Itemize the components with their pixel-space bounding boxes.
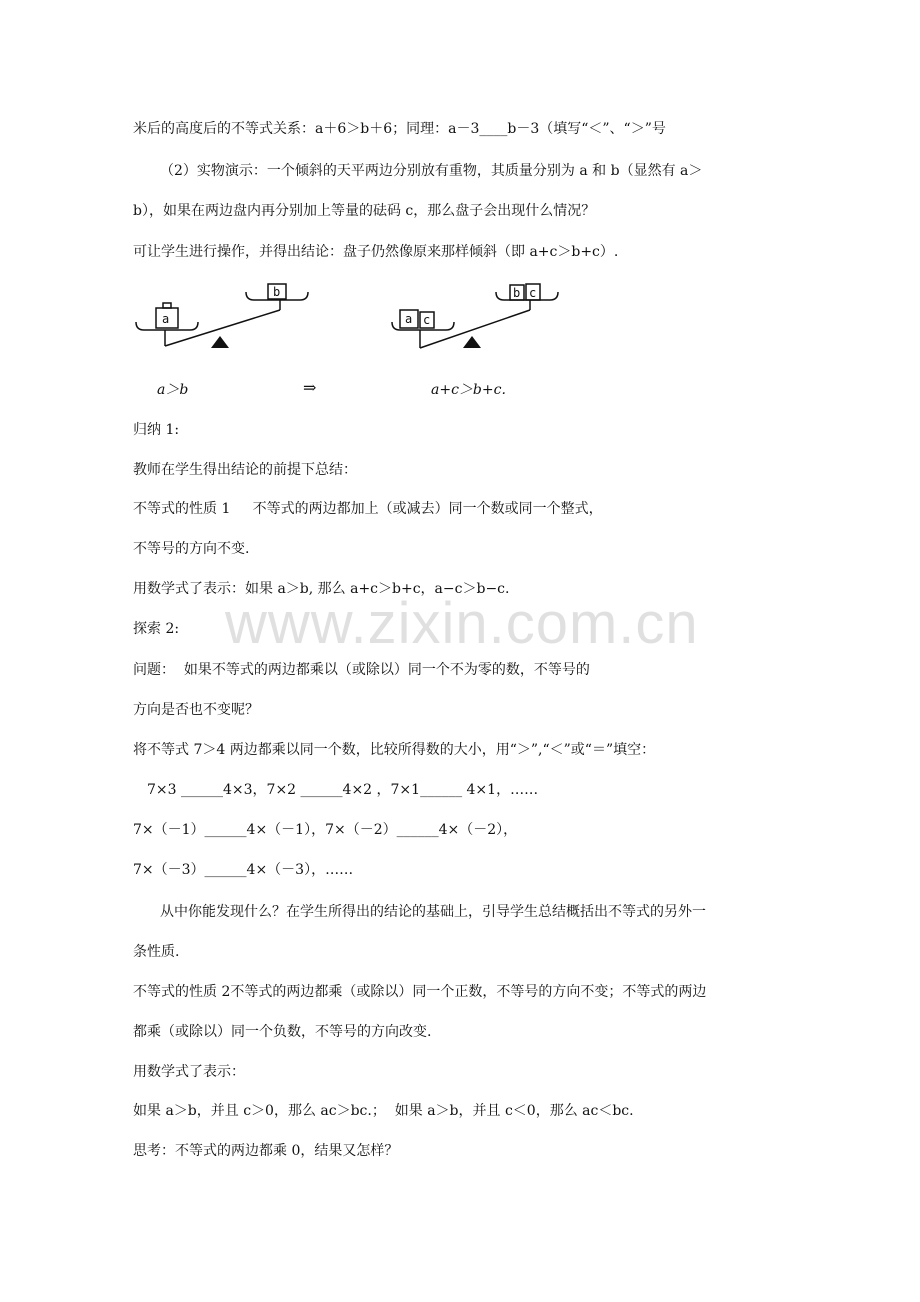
watermark: www.zixin.com.cn <box>225 591 699 656</box>
text-line: （2）实物演示：一个倾斜的天平两边分别放有重物，其质量分别为 a 和 b（显然有 a＞ <box>160 163 703 179</box>
balance-scale-figure <box>130 280 560 364</box>
text-line: 都乘（或除以）同一个负数，不等号的方向改变. <box>133 1024 432 1040</box>
text-line: 不等式的性质 1 不等式的两边都加上（或减去）同一个数或同一个整式， <box>133 501 603 517</box>
text-line: 方向是否也不变呢？ <box>133 702 259 718</box>
text-line: 从中你能发现什么？在学生所得出的结论的基础上，引导学生总结概括出不等式的另外一 <box>160 904 706 920</box>
text-line: 米后的高度后的不等式关系：a＋6＞b＋6；同理：a－3____b－3（填写“＜”、“＞”号 <box>133 121 666 137</box>
text-line: 条性质. <box>133 944 180 960</box>
weight-b-label: b <box>273 285 281 299</box>
text-line: 教师在学生得出结论的前提下总结： <box>133 462 357 478</box>
weight-c-label: c <box>423 313 431 327</box>
text-line: 如果 a＞b，并且 c＞0，那么 ac＞bc.； 如果 a＞b，并且 c＜0，那么 ac＜bc. <box>133 1103 634 1119</box>
weight-b-label: b <box>513 286 521 300</box>
weight-c-label: c <box>529 286 537 300</box>
figure-caption-left: a＞b <box>157 382 189 398</box>
text-line: 用数学式了表示： <box>133 1064 245 1080</box>
text-line: 将不等式 7＞4 两边都乘以同一个数，比较所得数的大小，用“＞”,“＜”或“＝”填空： <box>133 742 656 758</box>
text-line: 用数学式了表示：如果 a＞b, 那么 a+c＞b+c，a−c＞b−c. <box>133 581 510 597</box>
balance-scale-diagram <box>130 280 560 360</box>
text-line: 7×3 ______4×3，7×2 ______4×2 ，7×1______ 4×1，…… <box>147 782 539 798</box>
text-line: 7×（－1）______4×（－1），7×（－2）______4×（－2）， <box>133 822 518 838</box>
text-line: 归纳 1: <box>133 422 180 438</box>
figure-caption-right: a+c＞b+c. <box>431 382 506 398</box>
weight-a-label: a <box>162 312 170 326</box>
text-line: 思考：不等式的两边都乘 0，结果又怎样？ <box>133 1143 399 1159</box>
text-line: 探索 2: <box>133 621 180 637</box>
text-line: 可让学生进行操作，并得出结论：盘子仍然像原来那样倾斜（即 a+c＞b+c）. <box>133 244 619 260</box>
text-line: 不等式的性质 2不等式的两边都乘（或除以）同一个正数，不等号的方向不变；不等式的两边 <box>133 984 707 1000</box>
weight-a-label: a <box>405 312 413 326</box>
text-line: b），如果在两边盘内再分别加上等量的砝码 c，那么盘子会出现什么情况？ <box>133 203 596 219</box>
text-line: 7×（－3）______4×（－3），…… <box>133 862 354 878</box>
text-line: 不等号的方向不变. <box>133 541 250 557</box>
implies-arrow: ⇒ <box>303 378 317 397</box>
text-line: 问题： 如果不等式的两边都乘以（或除以）同一个不为零的数，不等号的 <box>133 662 590 678</box>
